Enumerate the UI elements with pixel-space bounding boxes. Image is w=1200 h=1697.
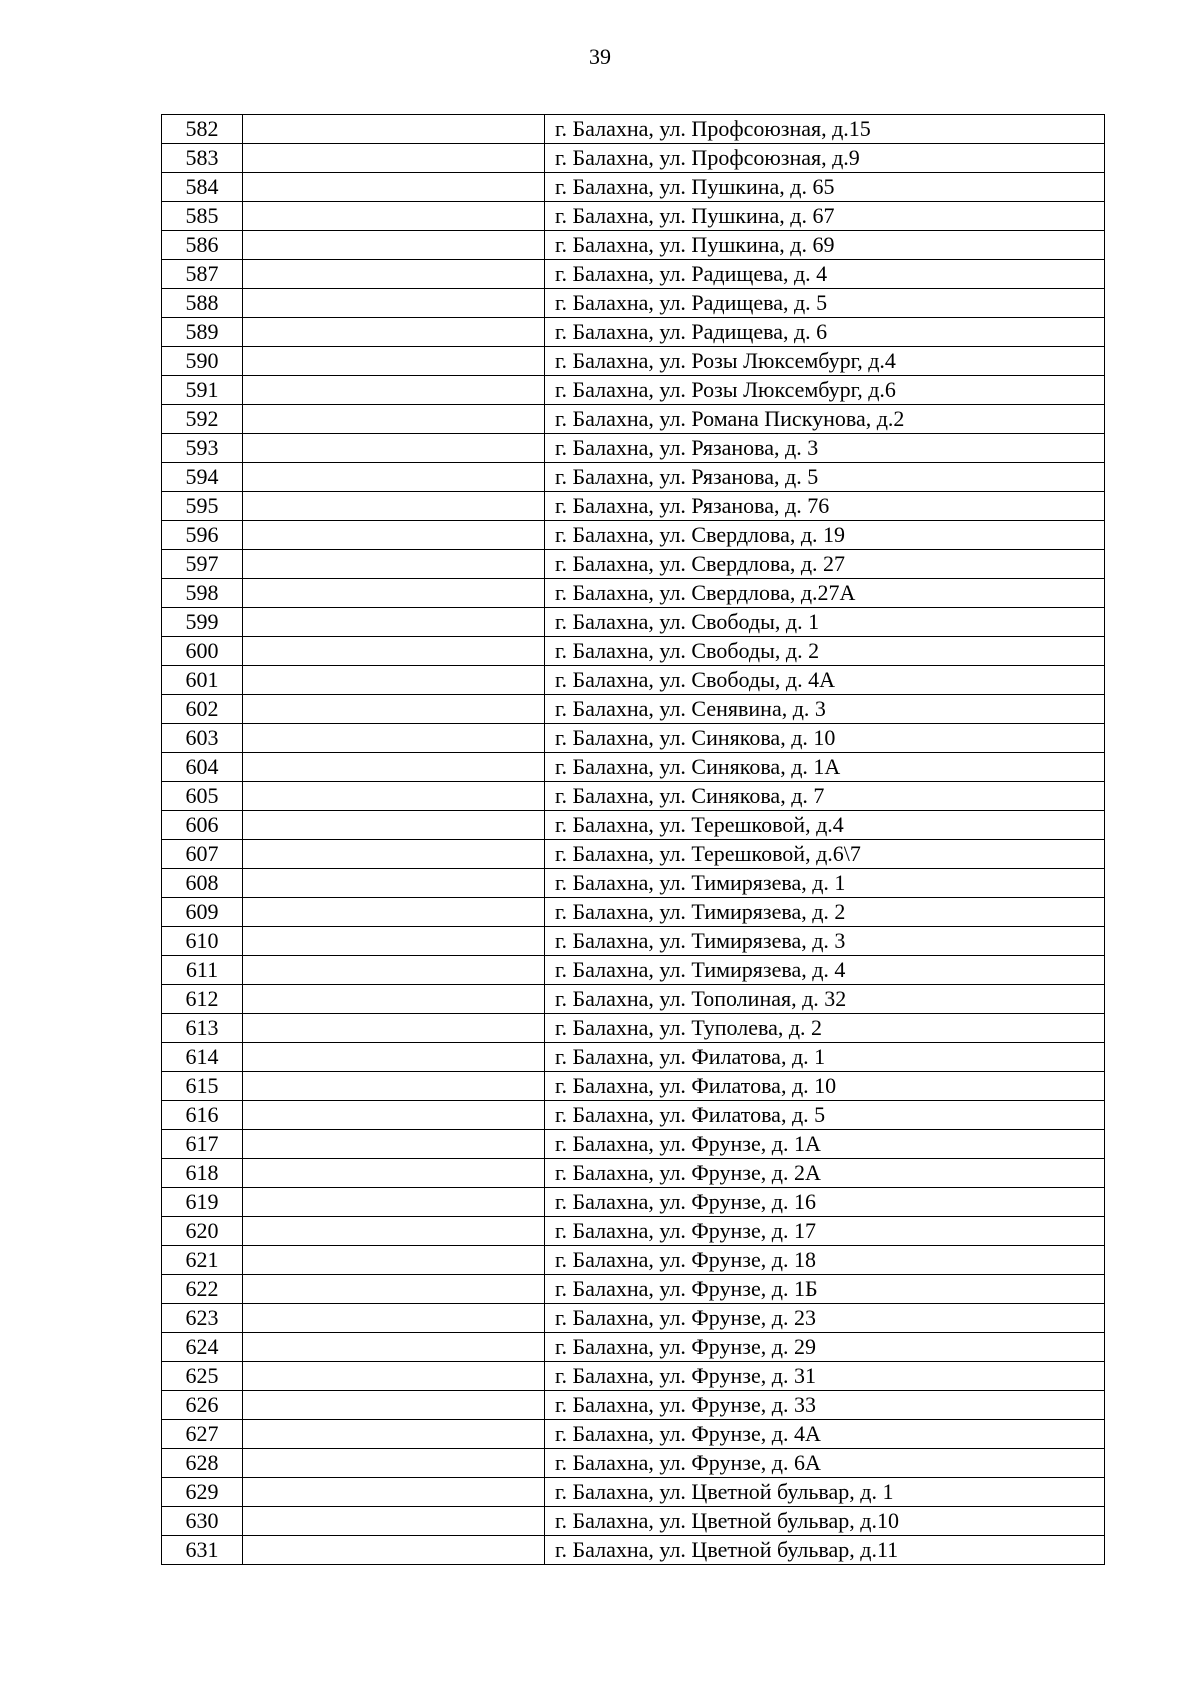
row-number-cell: 603 <box>162 724 243 753</box>
address-cell: г. Балахна, ул. Терешковой, д.6\7 <box>545 840 1105 869</box>
empty-cell <box>243 1507 545 1536</box>
empty-cell <box>243 550 545 579</box>
address-cell: г. Балахна, ул. Тимирязева, д. 4 <box>545 956 1105 985</box>
table-row <box>162 492 1105 521</box>
table-row <box>162 202 1105 231</box>
row-number-cell: 587 <box>162 260 243 289</box>
empty-cell <box>243 1304 545 1333</box>
address-cell: г. Балахна, ул. Свободы, д. 1 <box>545 608 1105 637</box>
row-number-cell: 610 <box>162 927 243 956</box>
address-cell: г. Балахна, ул. Рязанова, д. 3 <box>545 434 1105 463</box>
empty-cell <box>243 376 545 405</box>
row-number-cell: 597 <box>162 550 243 579</box>
empty-cell <box>243 1275 545 1304</box>
empty-cell <box>243 173 545 202</box>
address-cell: г. Балахна, ул. Фрунзе, д. 18 <box>545 1246 1105 1275</box>
address-cell: г. Балахна, ул. Пушкина, д. 69 <box>545 231 1105 260</box>
address-table <box>161 114 1105 1565</box>
table-row <box>162 1391 1105 1420</box>
table-row <box>162 1043 1105 1072</box>
row-number-cell: 601 <box>162 666 243 695</box>
empty-cell <box>243 695 545 724</box>
address-cell: г. Балахна, ул. Фрунзе, д. 29 <box>545 1333 1105 1362</box>
address-cell: г. Балахна, ул. Тимирязева, д. 3 <box>545 927 1105 956</box>
empty-cell <box>243 1043 545 1072</box>
table-row <box>162 463 1105 492</box>
empty-cell <box>243 1391 545 1420</box>
empty-cell <box>243 115 545 144</box>
row-number-cell: 622 <box>162 1275 243 1304</box>
address-cell: г. Балахна, ул. Фрунзе, д. 16 <box>545 1188 1105 1217</box>
table-row <box>162 376 1105 405</box>
address-cell: г. Балахна, ул. Свердлова, д.27А <box>545 579 1105 608</box>
row-number-cell: 618 <box>162 1159 243 1188</box>
table-row <box>162 1217 1105 1246</box>
row-number-cell: 582 <box>162 115 243 144</box>
page-number: 39 <box>589 44 611 69</box>
table-row <box>162 898 1105 927</box>
table-row <box>162 347 1105 376</box>
empty-cell <box>243 956 545 985</box>
empty-cell <box>243 434 545 463</box>
table-row <box>162 1275 1105 1304</box>
empty-cell <box>243 724 545 753</box>
address-cell: г. Балахна, ул. Филатова, д. 1 <box>545 1043 1105 1072</box>
row-number-cell: 620 <box>162 1217 243 1246</box>
table-body <box>162 115 1105 1565</box>
row-number-cell: 624 <box>162 1333 243 1362</box>
empty-cell <box>243 1246 545 1275</box>
table-row <box>162 1014 1105 1043</box>
empty-cell <box>243 927 545 956</box>
table-row <box>162 608 1105 637</box>
address-cell: г. Балахна, ул. Цветной бульвар, д.10 <box>545 1507 1105 1536</box>
table-row <box>162 1101 1105 1130</box>
row-number-cell: 594 <box>162 463 243 492</box>
table-row <box>162 695 1105 724</box>
address-cell: г. Балахна, ул. Туполева, д. 2 <box>545 1014 1105 1043</box>
table-row <box>162 985 1105 1014</box>
row-number-cell: 596 <box>162 521 243 550</box>
empty-cell <box>243 1333 545 1362</box>
address-cell: г. Балахна, ул. Сенявина, д. 3 <box>545 695 1105 724</box>
address-cell: г. Балахна, ул. Свердлова, д. 27 <box>545 550 1105 579</box>
table-row <box>162 956 1105 985</box>
row-number-cell: 615 <box>162 1072 243 1101</box>
row-number-cell: 611 <box>162 956 243 985</box>
table-row <box>162 840 1105 869</box>
row-number-cell: 630 <box>162 1507 243 1536</box>
empty-cell <box>243 1362 545 1391</box>
address-cell: г. Балахна, ул. Цветной бульвар, д.11 <box>545 1536 1105 1565</box>
table-row <box>162 1507 1105 1536</box>
empty-cell <box>243 347 545 376</box>
empty-cell <box>243 985 545 1014</box>
row-number-cell: 592 <box>162 405 243 434</box>
table-row <box>162 869 1105 898</box>
row-number-cell: 619 <box>162 1188 243 1217</box>
empty-cell <box>243 1014 545 1043</box>
table-row <box>162 318 1105 347</box>
empty-cell <box>243 1536 545 1565</box>
address-cell: г. Балахна, ул. Фрунзе, д. 1Б <box>545 1275 1105 1304</box>
empty-cell <box>243 492 545 521</box>
row-number-cell: 586 <box>162 231 243 260</box>
address-cell: г. Балахна, ул. Радищева, д. 6 <box>545 318 1105 347</box>
empty-cell <box>243 144 545 173</box>
empty-cell <box>243 637 545 666</box>
table-row <box>162 579 1105 608</box>
table-row <box>162 434 1105 463</box>
row-number-cell: 605 <box>162 782 243 811</box>
row-number-cell: 593 <box>162 434 243 463</box>
table-row <box>162 1362 1105 1391</box>
row-number-cell: 613 <box>162 1014 243 1043</box>
table-row <box>162 753 1105 782</box>
empty-cell <box>243 289 545 318</box>
address-cell: г. Балахна, ул. Свободы, д. 2 <box>545 637 1105 666</box>
table-row <box>162 260 1105 289</box>
empty-cell <box>243 1420 545 1449</box>
table-row <box>162 173 1105 202</box>
row-number-cell: 589 <box>162 318 243 347</box>
empty-cell <box>243 753 545 782</box>
row-number-cell: 631 <box>162 1536 243 1565</box>
address-cell: г. Балахна, ул. Пушкина, д. 67 <box>545 202 1105 231</box>
table-row <box>162 550 1105 579</box>
address-cell: г. Балахна, ул. Фрунзе, д. 17 <box>545 1217 1105 1246</box>
address-cell: г. Балахна, ул. Радищева, д. 5 <box>545 289 1105 318</box>
table-row <box>162 666 1105 695</box>
row-number-cell: 585 <box>162 202 243 231</box>
empty-cell <box>243 666 545 695</box>
empty-cell <box>243 521 545 550</box>
address-cell: г. Балахна, ул. Фрунзе, д. 33 <box>545 1391 1105 1420</box>
address-cell: г. Балахна, ул. Филатова, д. 10 <box>545 1072 1105 1101</box>
address-cell: г. Балахна, ул. Романа Пискунова, д.2 <box>545 405 1105 434</box>
row-number-cell: 616 <box>162 1101 243 1130</box>
row-number-cell: 599 <box>162 608 243 637</box>
row-number-cell: 625 <box>162 1362 243 1391</box>
address-cell: г. Балахна, ул. Фрунзе, д. 2А <box>545 1159 1105 1188</box>
address-cell: г. Балахна, ул. Тимирязева, д. 1 <box>545 869 1105 898</box>
table-row <box>162 1188 1105 1217</box>
table-row <box>162 521 1105 550</box>
empty-cell <box>243 782 545 811</box>
table-row <box>162 1478 1105 1507</box>
address-cell: г. Балахна, ул. Профсоюзная, д.15 <box>545 115 1105 144</box>
table-row <box>162 782 1105 811</box>
address-cell: г. Балахна, ул. Синякова, д. 7 <box>545 782 1105 811</box>
empty-cell <box>243 1072 545 1101</box>
row-number-cell: 604 <box>162 753 243 782</box>
table-row <box>162 1420 1105 1449</box>
empty-cell <box>243 579 545 608</box>
address-cell: г. Балахна, ул. Синякова, д. 10 <box>545 724 1105 753</box>
empty-cell <box>243 608 545 637</box>
row-number-cell: 584 <box>162 173 243 202</box>
table-row <box>162 289 1105 318</box>
address-cell: г. Балахна, ул. Терешковой, д.4 <box>545 811 1105 840</box>
address-cell: г. Балахна, ул. Фрунзе, д. 4А <box>545 1420 1105 1449</box>
table-row <box>162 1333 1105 1362</box>
address-cell: г. Балахна, ул. Тополиная, д. 32 <box>545 985 1105 1014</box>
empty-cell <box>243 1159 545 1188</box>
empty-cell <box>243 463 545 492</box>
table-row <box>162 1304 1105 1333</box>
empty-cell <box>243 1188 545 1217</box>
table-row <box>162 1246 1105 1275</box>
empty-cell <box>243 1217 545 1246</box>
row-number-cell: 598 <box>162 579 243 608</box>
empty-cell <box>243 1130 545 1159</box>
address-cell: г. Балахна, ул. Фрунзе, д. 6А <box>545 1449 1105 1478</box>
empty-cell <box>243 869 545 898</box>
table-row <box>162 1536 1105 1565</box>
address-cell: г. Балахна, ул. Тимирязева, д. 2 <box>545 898 1105 927</box>
empty-cell <box>243 840 545 869</box>
row-number-cell: 588 <box>162 289 243 318</box>
table-row <box>162 1130 1105 1159</box>
table-row <box>162 811 1105 840</box>
row-number-cell: 609 <box>162 898 243 927</box>
row-number-cell: 600 <box>162 637 243 666</box>
row-number-cell: 629 <box>162 1478 243 1507</box>
row-number-cell: 606 <box>162 811 243 840</box>
row-number-cell: 621 <box>162 1246 243 1275</box>
row-number-cell: 595 <box>162 492 243 521</box>
table-row <box>162 1449 1105 1478</box>
address-cell: г. Балахна, ул. Рязанова, д. 5 <box>545 463 1105 492</box>
address-cell: г. Балахна, ул. Свердлова, д. 19 <box>545 521 1105 550</box>
address-cell: г. Балахна, ул. Цветной бульвар, д. 1 <box>545 1478 1105 1507</box>
table-row <box>162 144 1105 173</box>
row-number-cell: 617 <box>162 1130 243 1159</box>
address-cell: г. Балахна, ул. Радищева, д. 4 <box>545 260 1105 289</box>
empty-cell <box>243 202 545 231</box>
table-row <box>162 1159 1105 1188</box>
row-number-cell: 627 <box>162 1420 243 1449</box>
table-row <box>162 927 1105 956</box>
empty-cell <box>243 260 545 289</box>
address-cell: г. Балахна, ул. Рязанова, д. 76 <box>545 492 1105 521</box>
table-row <box>162 637 1105 666</box>
empty-cell <box>243 1478 545 1507</box>
row-number-cell: 583 <box>162 144 243 173</box>
row-number-cell: 623 <box>162 1304 243 1333</box>
address-cell: г. Балахна, ул. Розы Люксембург, д.4 <box>545 347 1105 376</box>
empty-cell <box>243 811 545 840</box>
row-number-cell: 602 <box>162 695 243 724</box>
address-cell: г. Балахна, ул. Фрунзе, д. 1А <box>545 1130 1105 1159</box>
empty-cell <box>243 1101 545 1130</box>
address-cell: г. Балахна, ул. Фрунзе, д. 23 <box>545 1304 1105 1333</box>
table-row <box>162 115 1105 144</box>
empty-cell <box>243 1449 545 1478</box>
table-row <box>162 1072 1105 1101</box>
table-row <box>162 405 1105 434</box>
address-cell: г. Балахна, ул. Фрунзе, д. 31 <box>545 1362 1105 1391</box>
address-cell: г. Балахна, ул. Филатова, д. 5 <box>545 1101 1105 1130</box>
row-number-cell: 590 <box>162 347 243 376</box>
table-row <box>162 724 1105 753</box>
empty-cell <box>243 898 545 927</box>
row-number-cell: 612 <box>162 985 243 1014</box>
row-number-cell: 628 <box>162 1449 243 1478</box>
row-number-cell: 614 <box>162 1043 243 1072</box>
empty-cell <box>243 231 545 260</box>
empty-cell <box>243 405 545 434</box>
row-number-cell: 607 <box>162 840 243 869</box>
row-number-cell: 608 <box>162 869 243 898</box>
address-cell: г. Балахна, ул. Розы Люксембург, д.6 <box>545 376 1105 405</box>
address-cell: г. Балахна, ул. Пушкина, д. 65 <box>545 173 1105 202</box>
table-row <box>162 231 1105 260</box>
row-number-cell: 626 <box>162 1391 243 1420</box>
address-cell: г. Балахна, ул. Синякова, д. 1А <box>545 753 1105 782</box>
address-cell: г. Балахна, ул. Профсоюзная, д.9 <box>545 144 1105 173</box>
address-cell: г. Балахна, ул. Свободы, д. 4А <box>545 666 1105 695</box>
row-number-cell: 591 <box>162 376 243 405</box>
empty-cell <box>243 318 545 347</box>
